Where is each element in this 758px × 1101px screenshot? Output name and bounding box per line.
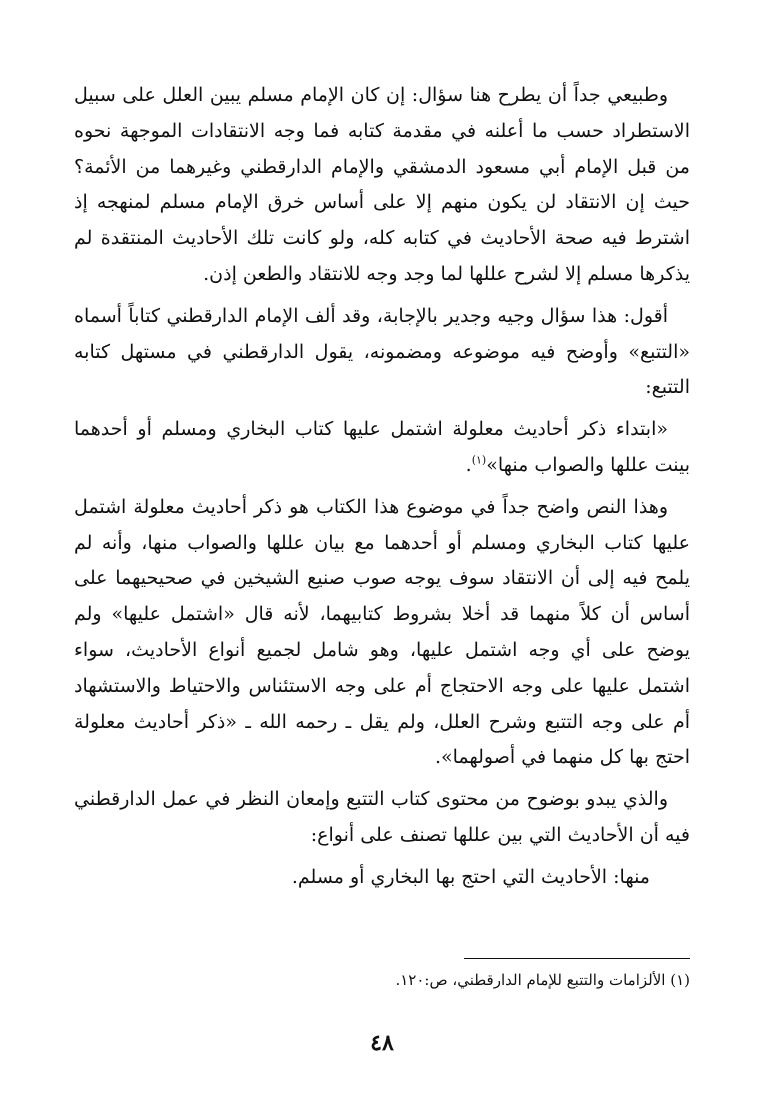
quote-text: «ابتداء ذكر أحاديث معلولة اشتمل عليها كتاب البخاري ومسلم أو أحدهما بينت عللها والصواب منها» — [74, 418, 690, 476]
paragraph-first-type: منها: الأحاديث التي احتج بها البخاري أو مسلم. — [291, 865, 650, 888]
paragraph-question: وطبيعي جداً أن يطرح هنا سؤال: إن كان الإمام مسلم يبين العلل على سبيل الاستطراد حسب ما أعلنه في مقدمة كتابه فما وجه الانتقادات الموجهة نحوه من قبل الإمام أبي مسعود الدمشقي والإمام الدارقطني وغيرهما من الأئمة؟ حيث إن الانتقاد لن يكون منهم إلا على أساس خرق الإمام مسلم لمنهجه إذ اشترط فيه صحة الأحاديث في كتابه كله، ولو كانت تلك الأحاديث المنتقدة لم يذكرها مسلم إلا لشرح عللها لما وجد وجه للانتقاد والطعن إذن. — [74, 84, 690, 285]
footnote-marker: (١) — [471, 453, 487, 467]
paragraph-quote — [74, 412, 690, 484]
paragraph-explanation: وهذا النص واضح جداً في موضوع هذا الكتاب هو ذكر أحاديث معلولة اشتمل عليها كتاب البخاري ومسلم أو أحدهما مع بيان عللها والصواب منها، وأنه لم يلمح فيه إلى أن الانتقاد سوف يوجه صوب صنيع الشيخين في صحيحيهما على أساس أن كلاً منهما قد أخلا بشروط كتابيهما، لأنه قال «اشتمل عليها» ولم يوضح على أي وجه اشتمل عليها، وهو شامل لجميع أنواع الأحاديث، سواء اشتمل عليها على وجه الاحتجاج أم على وجه الاستئناس والاحتياط والاستشهاد أم على وجه التتبع وشرح العلل، ولم يقل ـ رحمه الله ـ «ذكر أحاديث معلولة احتج بها كل منهما في أصولهما». — [74, 495, 691, 769]
paragraph-answer: أقول: هذا سؤال وجيه وجدير بالإجابة، وقد ألف الإمام الدارقطني كتاباً أسماه «التتبع» وأوضح فيه موضوعه ومضمونه، يقول الدارقطني في مستهل كتابه التتبع: — [74, 304, 690, 399]
footnote-divider — [464, 958, 690, 959]
page-number: ٤٨ — [370, 1030, 394, 1056]
paragraph-observation: والذي يبدو بوضوح من محتوى كتاب التتبع وإمعان النظر في عمل الدارقطني فيه أن الأحاديث التي بين عللها تصنف على أنواع: — [74, 788, 690, 846]
quote-period: . — [465, 453, 472, 476]
footnote: (١) الألزامات والتتبع للإمام الدارقطني، ص:١٢٠. — [395, 971, 690, 989]
document-page — [74, 78, 690, 1101]
